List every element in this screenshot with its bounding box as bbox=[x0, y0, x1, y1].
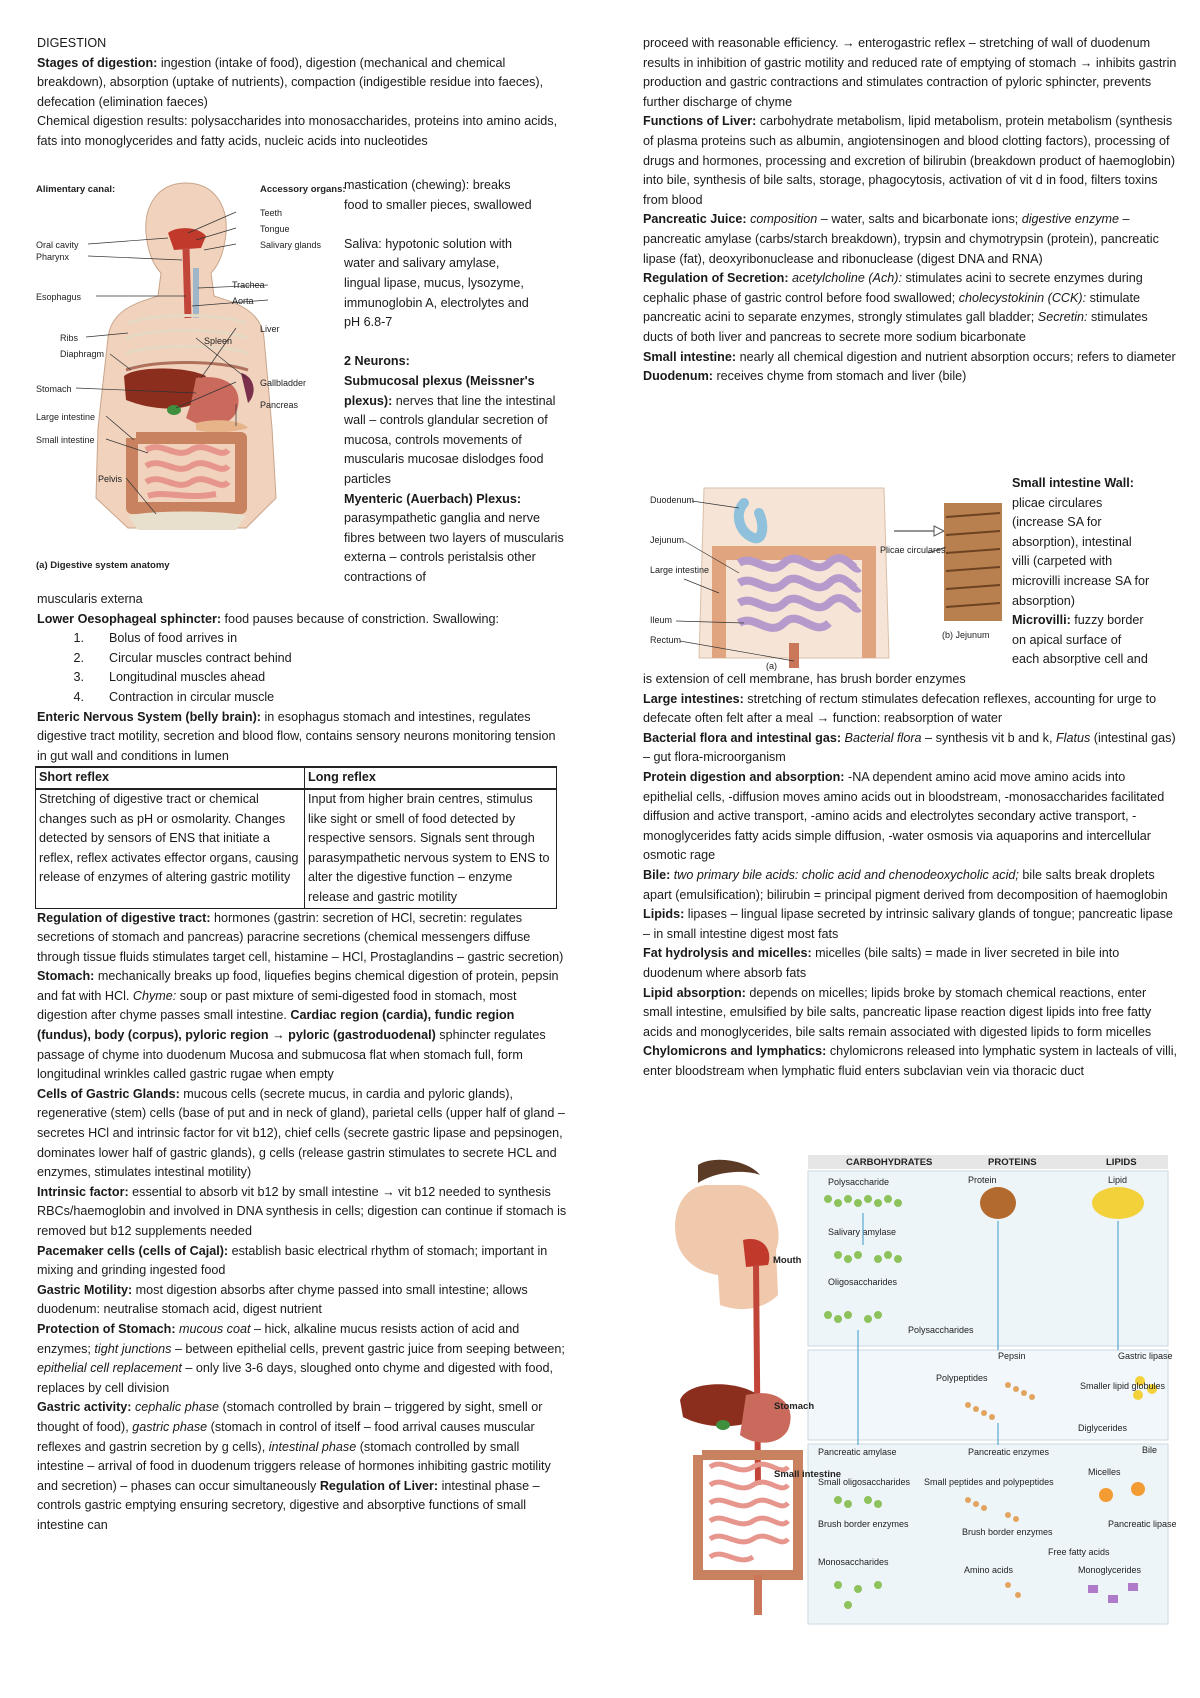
microvilli-line: each absorptive cell and bbox=[1012, 652, 1148, 667]
paragraph-small-intestine: Small intestine: nearly all chemical digestion and nutrient absorption occurs; refers to diameter bbox=[643, 349, 1176, 364]
label-jejunum: Jejunum bbox=[650, 535, 685, 545]
paragraph-protein-digestion: Protein digestion and absorption: -NA dependent amino acid move amino acids into epithelial cells, -diffusion moves amino acids out in bloodstream, -monosaccharides facilitated diffusion and active transport, -amino acids and electrolytes secondary active transport, -monoglycerides fatty acids simple diffusion, -water osmosis via aquaporins and intercellular osmotic rage bbox=[643, 769, 1165, 863]
paragraph-continuation: proceed with reasonable efficiency. → enterogastric reflex – stretching of wall of duodenum results in inhibition of gastric motility and reduced rate of emptying of stomach → inhibits gastrin production and gastric contractions and stimulates contraction of pyloric sphincter, prevents further discharge of chyme bbox=[643, 36, 1177, 109]
figure-caption-anatomy: (a) Digestive system anatomy bbox=[36, 560, 170, 571]
intestine-wall-text bbox=[1012, 474, 1180, 670]
swallow-steps bbox=[37, 629, 567, 707]
label-protein: Protein bbox=[968, 1175, 997, 1185]
label-brush-border-2: Brush border enzymes bbox=[962, 1527, 1053, 1537]
label-stomach: Stomach bbox=[36, 384, 72, 394]
paragraph-pacemaker: Pacemaker cells (cells of Cajal): establish basic electrical rhythm of stomach; important in mixing and grinding ingested food bbox=[37, 1243, 548, 1278]
label-ribs: Ribs bbox=[60, 333, 79, 343]
muscularis-line: muscularis externa bbox=[37, 592, 143, 606]
label-mouth: Mouth bbox=[773, 1255, 802, 1266]
reflex-table bbox=[35, 766, 557, 908]
paragraph-intrinsic-factor: Intrinsic factor: essential to absorb vit b12 by small intestine → vit b12 needed to synthesis RBCs/haemoglobin and involved in DNA synthesis in cells; digestion can continue if stomach is removed but b12 supplements needed bbox=[37, 1184, 567, 1238]
label-pepsin: Pepsin bbox=[998, 1351, 1026, 1361]
side-line-7: immunoglobin A, electrolytes and bbox=[344, 295, 529, 310]
label-rectum: Rectum bbox=[650, 635, 682, 645]
label-pancreatic-lipase: Pancreatic lipase bbox=[1108, 1519, 1177, 1529]
right-column bbox=[643, 34, 1178, 387]
side-line-8: pH 6.8-7 bbox=[344, 315, 393, 330]
label-tongue: Tongue bbox=[260, 224, 290, 234]
microvilli-line: on apical surface of bbox=[1012, 632, 1122, 647]
side-line-6: lingual lipase, mucus, lysozyme, bbox=[344, 275, 524, 290]
left-column bbox=[37, 34, 567, 152]
paragraph-chylomicrons: Chylomicrons and lymphatics: chylomicrons released into lymphatic system in lacteals of villi, enter bloodstream when lymphatic fluid enters subclavian vein via thoracic duct bbox=[643, 1044, 1178, 1078]
paragraph-large-intestines: Large intestines: stretching of rectum stimulates defecation reflexes, accounting for urge to defecate often felt after a meal → function: reabsorption of water bbox=[643, 691, 1157, 726]
table-header-short: Short reflex bbox=[36, 767, 305, 789]
label-salivary-amylase: Salivary amylase bbox=[828, 1227, 897, 1237]
table-row bbox=[36, 789, 557, 908]
paragraph-duodenum: Duodenum: receives chyme from stomach and liver (bile) bbox=[643, 369, 967, 384]
label-small-oligo: Small oligosaccharides bbox=[818, 1477, 911, 1487]
wall-line: (increase SA for bbox=[1012, 515, 1102, 530]
list-item: 4. Contraction in circular muscle bbox=[73, 689, 275, 704]
label-diglycerides: Diglycerides bbox=[1078, 1423, 1128, 1433]
paragraph-stages: Stages of digestion: ingestion (intake of food), digestion (mechanical and chemical breakdown), absorption (uptake of nutrients), compaction (indigestible residue into faeces), defecation (elimination faeces) bbox=[37, 55, 544, 109]
label-monosaccharides: Monosaccharides bbox=[818, 1557, 889, 1567]
right-column-continued bbox=[643, 670, 1178, 1081]
side-text-block bbox=[344, 176, 572, 587]
label-esophagus: Esophagus bbox=[36, 292, 82, 302]
side-line-3 bbox=[344, 215, 572, 235]
paragraph-ens: Enteric Nervous System (belly brain): in esophagus stomach and intestines, regulates digestive tract motility, secretion and blood flow, contains sensory neurons monitoring tension in gut wall and conditions in lumen bbox=[37, 709, 556, 763]
wall-title: Small intestine Wall: bbox=[1012, 476, 1134, 490]
paragraph-gastric-glands: Cells of Gastric Glands: mucous cells (secrete mucus, in cardia and pyloric glands), regenerative (stem) cells (base of put and in neck of gland), parietal cells (upper half of gland – secretes HCl and intrinsic factor for vit b12), chief cells (secrete gastric lipase and pepsinogen, dominates lower half of gastric glands), g cells (release gastrin stimulates to secrete HCL and enzymes, stimulates intestinal motility) bbox=[37, 1086, 565, 1180]
label-liver: Liver bbox=[260, 324, 280, 334]
label-a-caption: (a) bbox=[766, 661, 777, 671]
label-small-intestine: Small intestine bbox=[36, 435, 95, 445]
paragraph-liver-functions: Functions of Liver: carbohydrate metabolism, lipid metabolism, protein metabolism (synthesis of plasma proteins such as albumin, angiotensinogen and blood clotting factors), processing of drugs and hormones, processing and excretion of bilirubin (breakdown product of haemoglobin) into bile, synthesis of bile salts, storage, phagocytosis, activation of vit d in food, filters toxins from blood bbox=[643, 114, 1176, 207]
nutrient-digestion-figure bbox=[668, 1155, 1177, 1625]
paragraph-lipids: Lipids: lipases – lingual lipase secreted by intrinsic salivary glands of tongue; pancreatic lipase – in small intestine digest most fats bbox=[643, 907, 1173, 941]
label-large-intestine: Large intestine bbox=[36, 412, 96, 422]
list-item: 1. Bolus of food arrives in bbox=[73, 631, 238, 646]
neurons-title: 2 Neurons: bbox=[344, 354, 410, 369]
label-accessory: Accessory organs: bbox=[260, 184, 346, 195]
label-smaller-lipid: Smaller lipid globules bbox=[1080, 1381, 1166, 1391]
list-item: 3. Longitudinal muscles ahead bbox=[73, 670, 266, 685]
label-stomach: Stomach bbox=[774, 1401, 815, 1412]
paragraph-gastric-activity: Gastric activity: cephalic phase (stomach controlled by brain – triggered by sight, smell or thought of food), gastric phase (stomach in control of itself – food arrival causes muscular reflexes and gastrin secretion by g cells), intestinal phase (stomach controlled by small intestine – arrival of food in duodenum triggers release of hormones inhibiting gastric motility and secretion) – phases can occur simultaneously Regulation of Liver: intestinal phase – controls gastric emptying ensuring secretory, digestive and absorptive functions of small intestine can bbox=[37, 1400, 551, 1532]
label-diaphragm: Diaphragm bbox=[60, 349, 105, 359]
label-free-fatty-acids: Free fatty acids bbox=[1048, 1547, 1110, 1557]
label-spleen: Spleen bbox=[204, 336, 233, 346]
side-line-4: Saliva: hypotonic solution with bbox=[344, 236, 513, 251]
label-ileum: Ileum bbox=[650, 615, 673, 625]
label-amino-acids: Amino acids bbox=[964, 1565, 1014, 1575]
label-polypeptides: Polypeptides bbox=[936, 1373, 988, 1383]
table-cell-long: Input from higher brain centres, stimulus like sight or smell of food detected by respective sensors. Signals sent through parasympathetic nervous system to ENS to alter the digestive function – enzyme release and gastric motility bbox=[305, 789, 557, 908]
wall-line: absorption), intestinal bbox=[1012, 534, 1132, 549]
digestive-anatomy-figure bbox=[36, 178, 346, 576]
paragraph-protection: Protection of Stomach: mucous coat – hick, alkaline mucus resists action of acid and enzymes; tight junctions – between epithelial cells, prevent gastric juice from seeping between; epithelial cell replacement – only live 3-6 days, sloughed onto chyme and digested with food, replaces by cell division bbox=[37, 1321, 565, 1395]
paragraph-les: Lower Oesophageal sphincter: food pauses because of constriction. Swallowing: bbox=[37, 611, 499, 626]
label-duodenum: Duodenum bbox=[650, 495, 695, 505]
submucosal-plexus: Submucosal plexus (Meissner's plexus): nerves that line the intestinal wall – controls glandular secretion of mucosa, controls movements of muscularis mucosae dislodges food particles bbox=[344, 373, 556, 486]
header-carbohydrates: CARBOHYDRATES bbox=[846, 1157, 933, 1168]
label-brush-border-1: Brush border enzymes bbox=[818, 1519, 909, 1529]
side-line-5: water and salivary amylase, bbox=[344, 256, 500, 271]
label-lipid: Lipid bbox=[1108, 1175, 1128, 1185]
label-oligosaccharides: Oligosaccharides bbox=[828, 1277, 898, 1287]
paragraph-lipid-absorption: Lipid absorption: depends on micelles; lipids broke by stomach chemical reactions, enter small intestine, emulsified by bile salts, pancreatic lipase reaction digest lipids into free fatty acids and monoglycerides, bile salts remain associated with digested lipids to form micelles bbox=[643, 985, 1152, 1039]
label-small-peptides: Small peptides and polypeptides bbox=[924, 1477, 1054, 1487]
paragraph-fat-hydrolysis: Fat hydrolysis and micelles: micelles (bile salts) = made in liver secreted in bile into duodenum where absorb fats bbox=[643, 946, 1120, 980]
myenteric-plexus: Myenteric (Auerbach) Plexus: parasympathetic ganglia and nerve fibres between two layers of muscularis externa – controls peristalsis other contractions of bbox=[344, 491, 564, 584]
side-line-2: food to smaller pieces, swallowed bbox=[344, 197, 532, 212]
label-polysaccharides: Polysaccharides bbox=[908, 1325, 974, 1335]
label-jejunum-caption: (b) Jejunum bbox=[942, 630, 990, 640]
table-cell-short: Stretching of digestive tract or chemical changes such as pH or osmolarity. Changes detected by sensors of ENS that initiate a reflex, reflex activates effector organs, causing release of enzymes of altering gastric motility bbox=[36, 789, 305, 908]
label-polysaccharide: Polysaccharide bbox=[828, 1177, 890, 1187]
label-pancreas: Pancreas bbox=[260, 400, 299, 410]
label-large-intestine: Large intestine bbox=[650, 565, 710, 575]
label-gastric-lipase: Gastric lipase bbox=[1118, 1351, 1173, 1361]
wall-line: plicae circulares bbox=[1012, 495, 1103, 510]
wall-line: villi (carpeted with bbox=[1012, 554, 1113, 569]
label-plicae: Plicae circulares bbox=[880, 545, 946, 555]
label-gallbladder: Gallbladder bbox=[260, 378, 307, 388]
label-trachea: Trachea bbox=[232, 280, 265, 290]
wall-line: microvilli increase SA for bbox=[1012, 573, 1150, 588]
label-bile: Bile bbox=[1142, 1445, 1158, 1455]
wall-line: absorption) bbox=[1012, 593, 1076, 608]
paragraph-regulation: Regulation of digestive tract: hormones (gastrin: secretion of HCl, secretin: regulates secretions of stomach and pancreas) paracrine secretions (chemical messengers diffuse through tissue fluids stimulates target cell, histamine – HCl, Prostaglandins – gastric secretion) bbox=[37, 910, 564, 964]
label-micelles: Micelles bbox=[1088, 1467, 1121, 1477]
label-oral-cavity: Oral cavity bbox=[36, 240, 79, 250]
paragraph-motility: Gastric Motility: most digestion absorbs after chyme passed into small intestine; allows duodenum: neutralise stomach acid, digest nutrient bbox=[37, 1282, 528, 1317]
side-line-1: mastication (chewing): breaks bbox=[344, 178, 511, 192]
page-title: DIGESTION bbox=[37, 36, 107, 50]
header-proteins: PROTEINS bbox=[988, 1157, 1037, 1168]
list-item: 2. Circular muscles contract behind bbox=[73, 650, 292, 665]
paragraph-chemical: Chemical digestion results: polysaccharides into monosaccharides, proteins into amino acids, fats into monoglycerides and fatty acids, nucleic acids into nucleotides bbox=[37, 114, 558, 148]
microvilli-tail: is extension of cell membrane, has brush border enzymes bbox=[643, 672, 966, 686]
label-monoglycerides: Monoglycerides bbox=[1078, 1565, 1142, 1575]
side-line-9 bbox=[344, 333, 572, 353]
label-salivary: Salivary glands bbox=[260, 240, 322, 250]
paragraph-bile: Bile: two primary bile acids: cholic acid and chenodeoxycholic acid; bile salts break droplets apart (emulsification); bilirubin = principal pigment derived from decomposition of haemoglobin bbox=[643, 867, 1168, 902]
intestine-figure bbox=[644, 483, 1004, 673]
paragraph-stomach: Stomach: mechanically breaks up food, liquefies begins chemical digestion of protein, pepsin and fat with HCl. Chyme: soup or past mixture of semi-digested food in stomach, most digestion after chyme passes small intestine. Cardiac region (cardia), fundic region (fundus), body (corpus), pyloric region → pyloric (gastroduodenal) sphincter regulates passage of chyme into duodenum Mucosa and submucosa flat when stomach full, form longitudinal wrinkles called gastric rugae when empty bbox=[37, 969, 559, 1082]
left-column-continued bbox=[37, 590, 567, 1536]
label-small-intestine: Small intestine bbox=[774, 1469, 842, 1480]
label-pelvis: Pelvis bbox=[98, 474, 123, 484]
label-teeth: Teeth bbox=[260, 208, 283, 218]
header-lipids: LIPIDS bbox=[1106, 1157, 1137, 1168]
label-alimentary: Alimentary canal: bbox=[36, 184, 116, 195]
label-pharynx: Pharynx bbox=[36, 252, 70, 262]
label-pancreatic-amylase: Pancreatic amylase bbox=[818, 1447, 897, 1457]
paragraph-regulation-secretion: Regulation of Secretion: acetylcholine (Ach): stimulates acini to secrete enzymes during cephalic phase of gastric control before food swallowed; cholecystokinin (CCK): stimulate pancreatic acini to separate enzymes, strongly stimulates gall bladder; Secretin: stimulates ducts of both liver and pancreas to secrete more sodium bicarbonate bbox=[643, 271, 1148, 344]
label-pancreatic-enzymes: Pancreatic enzymes bbox=[968, 1447, 1050, 1457]
paragraph-bacterial-flora: Bacterial flora and intestinal gas: Bacterial flora – synthesis vit b and k, Flatus (intestinal gas) – gut flora-microorganism bbox=[643, 730, 1176, 765]
table-header-long: Long reflex bbox=[305, 767, 557, 789]
microvilli-line: Microvilli: fuzzy border bbox=[1012, 613, 1144, 628]
paragraph-pancreatic-juice: Pancreatic Juice: composition – water, salts and bicarbonate ions; digestive enzyme – pancreatic amylase (carbs/starch breakdown), trypsin and chymotrypsin (protein), pancreatic lipase (fat), deoxyribonuclease and ribonuclease (digest DNA and RNA) bbox=[643, 212, 1159, 266]
label-aorta: Aorta bbox=[232, 296, 254, 306]
